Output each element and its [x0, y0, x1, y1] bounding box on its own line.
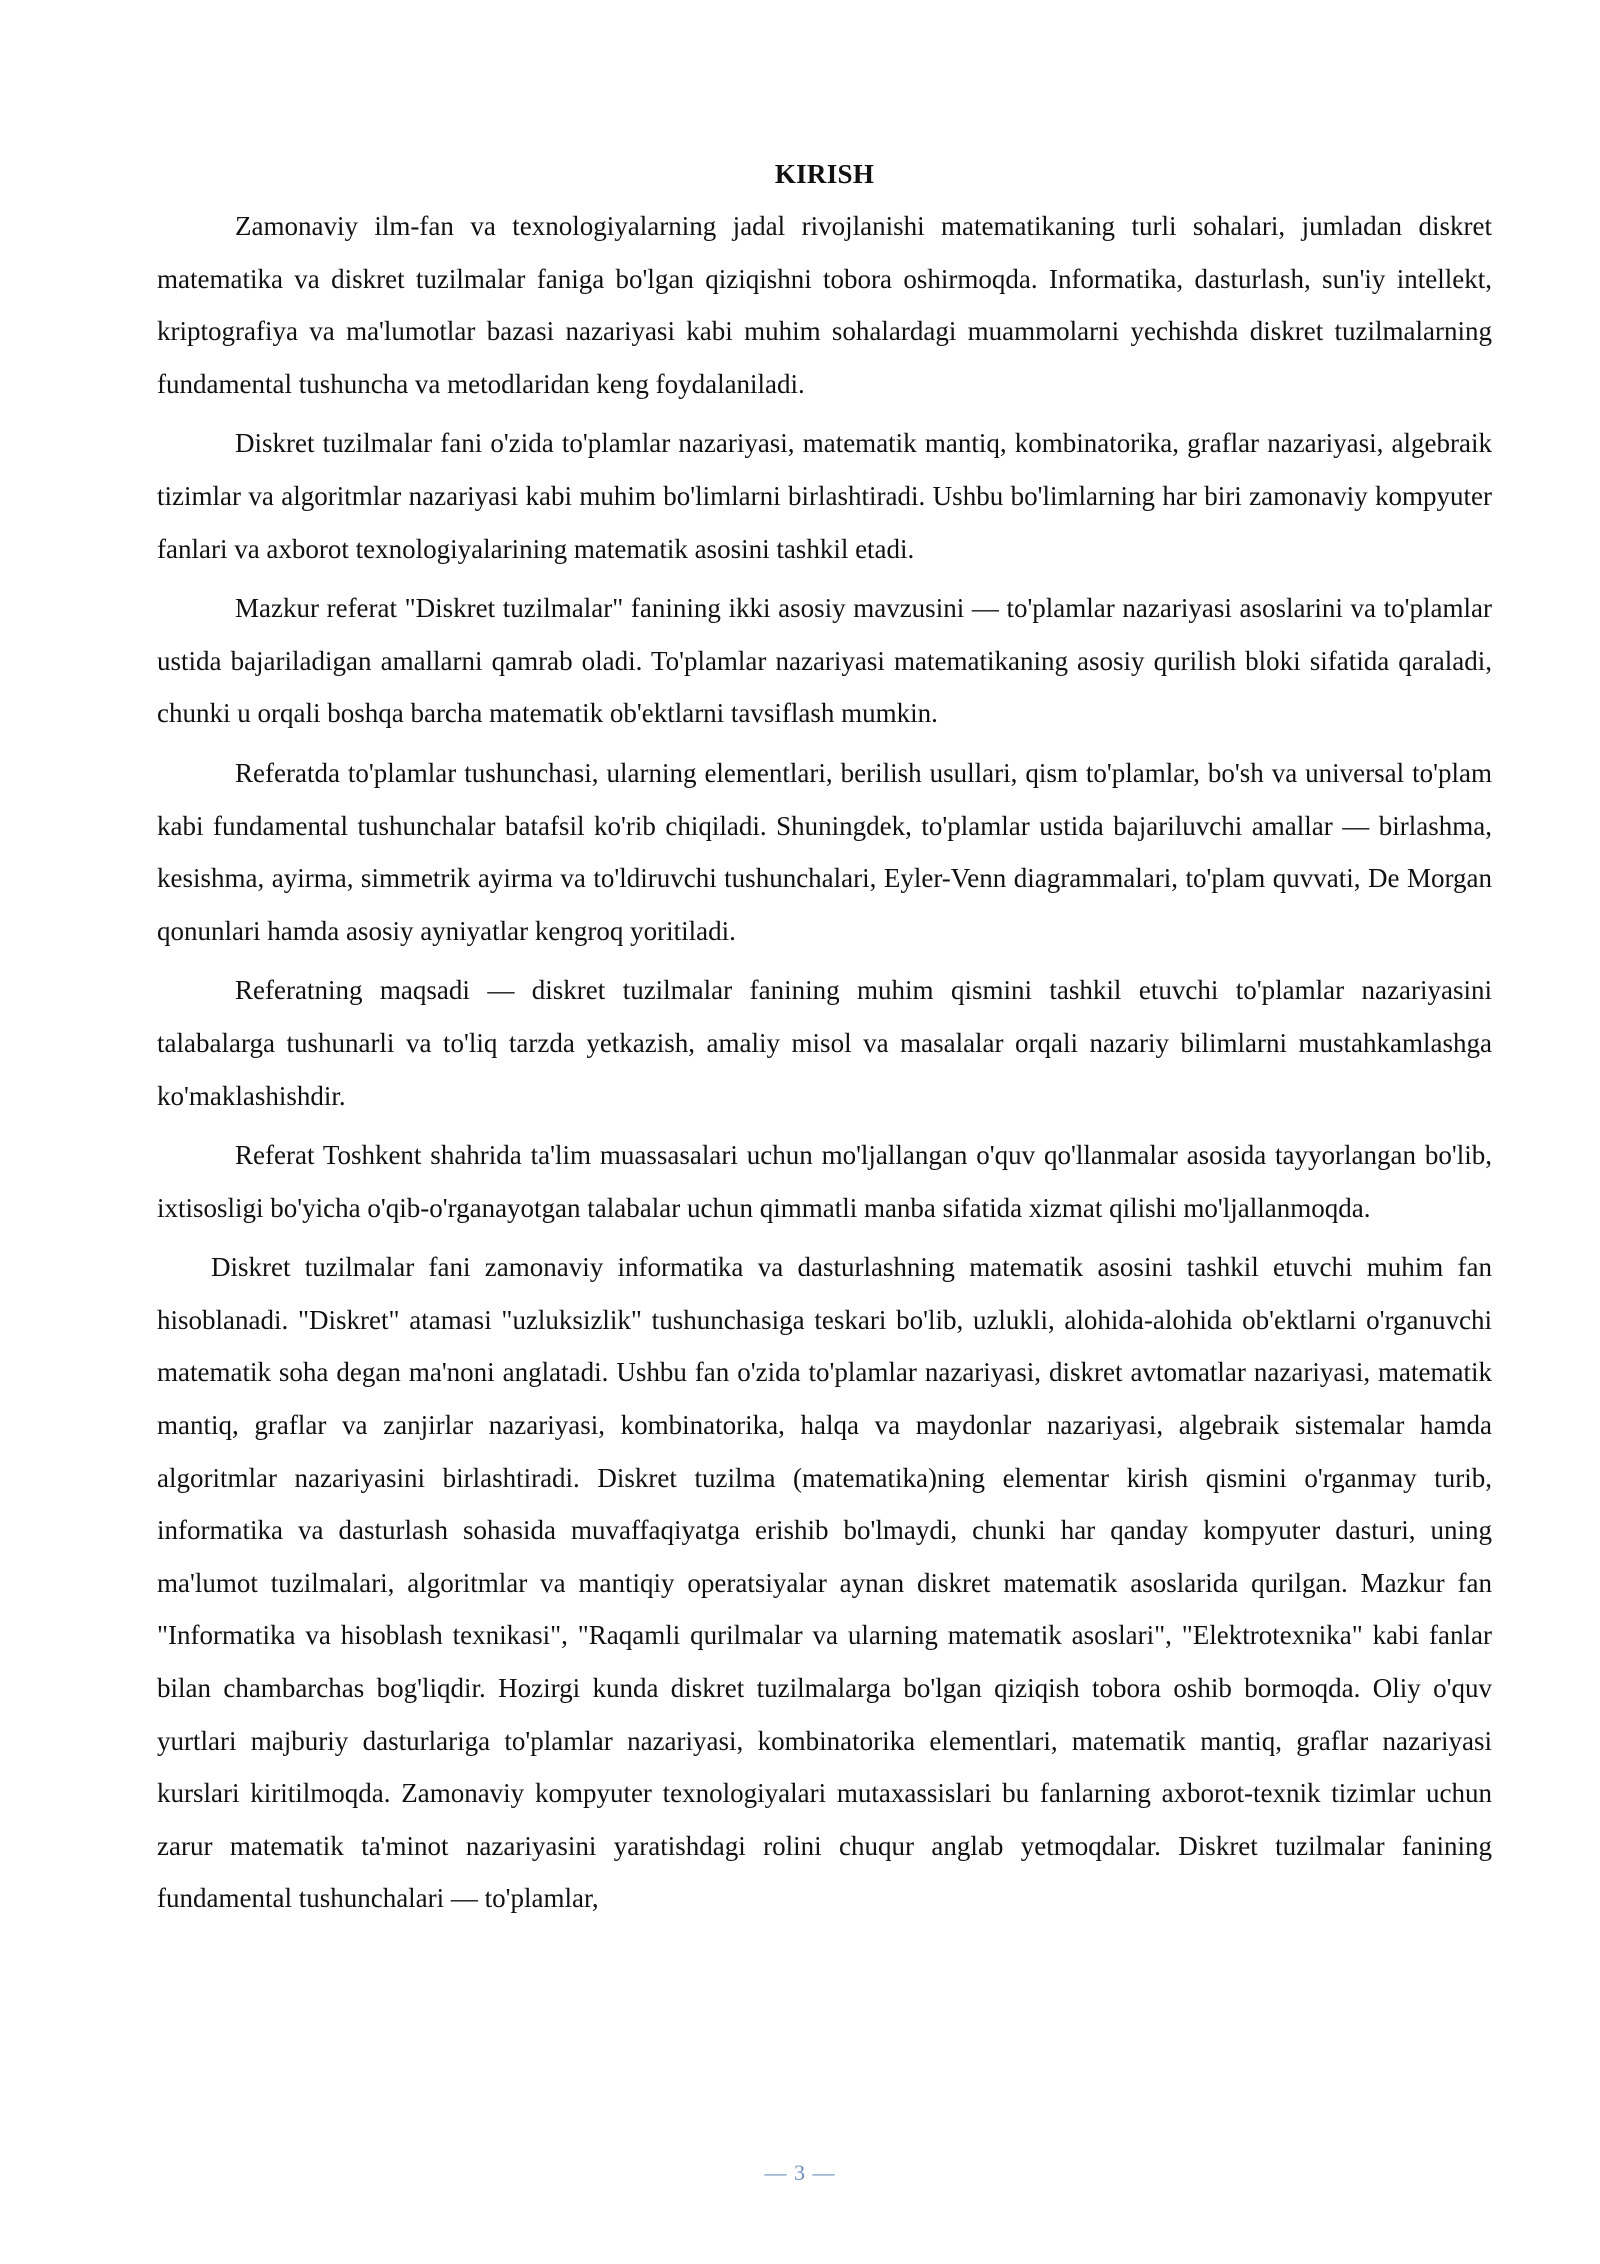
paragraph-4: Referatda to'plamlar tushunchasi, ularning elementlari, berilish usullari, qism to'plamlar, bo'sh va universal to'plam kabi fundamental tushunchalar batafsil ko'rib chiqiladi. Shuningdek, to'plamlar ustida bajariluvchi amallar — birlashma, kesishma, ayirma, simmetrik ayirma va to'ldiruvchi tushunchalari, Eyler-Venn diagrammalari, to'plam quvvati, De Morgan qonunlari hamda asosiy ayniyatlar kengroq yoritiladi. — [157, 757, 1492, 946]
paragraph-6: Referat Toshkent shahrida ta'lim muassasalari uchun mo'ljallangan o'quv qo'llanmalar asosida tayyorlangan bo'lib, ixtisosligi bo'yicha o'qib-o'rganayotgan talabalar uchun qimmatli manba sifatida xizmat qilishi mo'ljallanmoqda. — [157, 1140, 1492, 1223]
paragraph-7: Diskret tuzilmalar fani zamonaviy informatika va dasturlashning matematik asosini tashkil etuvchi muhim fan hisoblanadi. "Diskret" atamasi "uzluksizlik" tushunchasiga teskari bo'lib, uzlukli, alohida-alohida ob'ektlarni o'rganuvchi matematik soha degan ma'noni anglatadi. Ushbu fan o'zida to'plamlar nazariyasi, diskret avtomatlar nazariyasi, matematik mantiq, graflar va zanjirlar nazariyasi, kombinatorika, halqa va maydonlar nazariyasi, algebraik sistemalar hamda algoritmlar nazariyasini birlashtiradi. Diskret tuzilma (matematika)ning elementar kirish qismini o'rganmay turib, informatika va dasturlash sohasida muvaffaqiyatga erishib bo'lmaydi, chunki har qanday kompyuter dasturi, uning ma'lumot tuzilmalari, algoritmlar va mantiqiy operatsiyalar aynan diskret matematik asoslarida qurilgan. Mazkur fan "Informatika va hisoblash texnikasi", "Raqamli qurilmalar va ularning matematik asoslari", "Elektrotexnika" kabi fanlar bilan chambarchas bog'liqdir. Hozirgi kunda diskret tuzilmalarga bo'lgan qiziqish tobora oshib bormoqda. Oliy o'quv yurtlari majburiy dasturlariga to'plamlar nazariyasi, kombinatorika elementlari, matematik mantiq, graflar nazariyasi kurslari kiritilmoqda. Zamonaviy kompyuter texnologiyalari mutaxassislari bu fanlarning axborot-texnik tizimlar uchun zarur matematik ta'minot nazariyasini yaratishdagi rolini chuqur anglab yetmoqdalar. Diskret tuzilmalar fanining fundamental tushunchalari — to'plamlar, — [157, 1252, 1492, 1914]
paragraph-5: Referatning maqsadi — diskret tuzilmalar fanining muhim qismini tashkil etuvchi to'plamlar nazariyasini talabalarga tushunarli va to'liq tarzda yetkazish, amaliy misol va masalalar orqali nazariy bilimlarni mustahkamlashga ko'maklashishdir. — [157, 975, 1492, 1111]
document-body — [157, 152, 1492, 1932]
section-heading: KIRISH — [774, 159, 875, 189]
paragraph-1: Zamonaviy ilm-fan va texnologiyalarning jadal rivojlanishi matematikaning turli sohalari, jumladan diskret matematika va diskret tuzilmalar faniga bo'lgan qiziqishni tobora oshirmoqda. Informatika, dasturlash, sun'iy intellekt, kriptografiya va ma'lumotlar bazasi nazariyasi kabi muhim sohalardagi muammolarni yechishda diskret tuzilmalarning fundamental tushuncha va metodlaridan keng foydalaniladi. — [157, 211, 1492, 399]
paragraph-2: Diskret tuzilmalar fani o'zida to'plamlar nazariyasi, matematik mantiq, kombinatorika, graflar nazariyasi, algebraik tizimlar va algoritmlar nazariyasi kabi muhim bo'limlarni birlashtiradi. Ushbu bo'limlarning har biri zamonaviy kompyuter fanlari va axborot texnologiyalarining matematik asosini tashkil etadi. — [157, 428, 1492, 564]
paragraph-3: Mazkur referat "Diskret tuzilmalar" fanining ikki asosiy mavzusini — to'plamlar nazariyasi asoslarini va to'plamlar ustida bajariladigan amallarni qamrab oladi. To'plamlar nazariyasi matematikaning asosiy qurilish bloki sifatida qaraladi, chunki u orqali boshqa barcha matematik ob'ektlarni tavsiflash mumkin. — [157, 593, 1492, 729]
page-number: — 3 — — [764, 2160, 836, 2185]
